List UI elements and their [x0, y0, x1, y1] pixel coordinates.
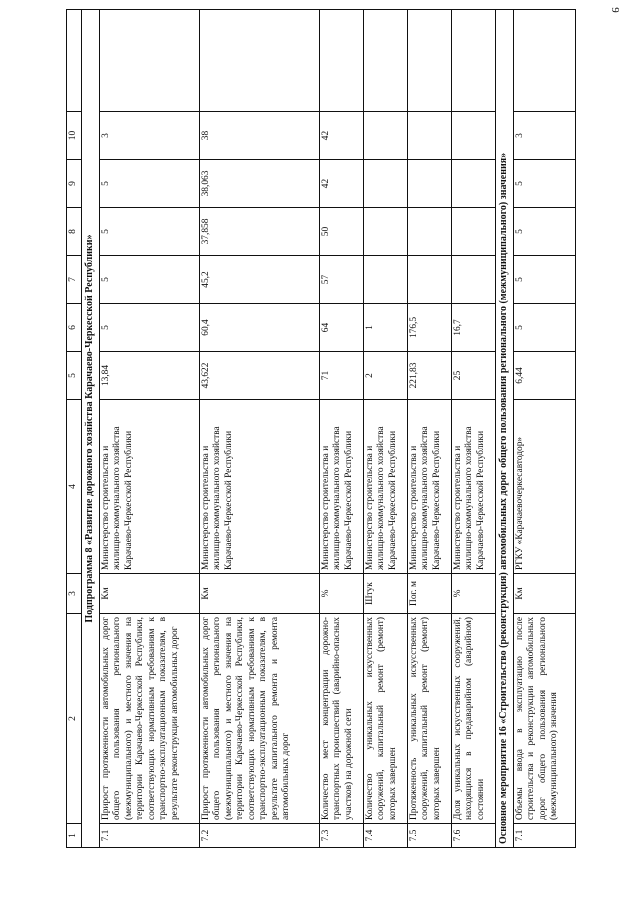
unit: Км: [100, 574, 200, 614]
executor: Министерство строительства и жилищно-коммунального хозяйства Карачаево-Черкесской Республики: [364, 400, 408, 574]
table-row: [364, 10, 408, 848]
value-col-6: 60,4: [200, 304, 320, 352]
page-number: 9: [608, 7, 621, 13]
value-col-6: 5: [514, 304, 576, 352]
value-col-5: 6,44: [514, 352, 576, 400]
value-col-6: 1: [364, 304, 408, 352]
table-row: [320, 10, 364, 848]
empty-cell: [408, 10, 452, 112]
row-number: 7.1: [514, 824, 576, 848]
header-cell: 6: [67, 304, 82, 352]
empty-cell: [514, 10, 576, 112]
table-row: [452, 10, 496, 848]
row-number: 7.6: [452, 824, 496, 848]
row-number: 7.4: [364, 824, 408, 848]
value-col-10: 38: [200, 112, 320, 160]
indicator-name: Количество мест концентрации дорожно-транспортных происшествий (аварийно-опасных участков) на дорожной сети: [320, 614, 364, 824]
value-col-9: [408, 160, 452, 208]
value-col-10: [408, 112, 452, 160]
indicator-name: Прирост протяженности автомобильных дорог общего пользования регионального (межмуниципального) и местного значения на территории Карачаево-Черкесской Республики, соответствующих нормативным требованиям к транспортно-эксплуатационным показателям, в результате реконструкции автомобильных дорог: [100, 614, 200, 824]
header-cell: 4: [67, 400, 82, 574]
unit: Км: [514, 574, 576, 614]
indicator-name: Объемы ввода в эксплуатацию после строительства и реконструкции автомобильных дорог общего пользования регионального (межмуниципального) значения: [514, 614, 576, 824]
value-col-9: 5: [100, 160, 200, 208]
header-row: [67, 10, 82, 848]
row-number: 7.2: [200, 824, 320, 848]
value-col-9: [364, 160, 408, 208]
executor: Министерство строительства и жилищно-коммунального хозяйства Карачаево-Черкесской Республики: [320, 400, 364, 574]
value-col-8: [408, 208, 452, 256]
unit: %: [452, 574, 496, 614]
value-col-10: 3: [100, 112, 200, 160]
indicator-name: Прирост протяженности автомобильных дорог общего пользования регионального (межмуниципального) и местного значения на территории Карачаево-Черкесской Республики, соответствующих нормативным требованиям к транспортно-эксплуатационным показателям, в результате капитального ремонта и ремонта автомобильных дорог: [200, 614, 320, 824]
table-row: [200, 10, 320, 848]
value-col-8: 5: [100, 208, 200, 256]
value-col-7: [408, 256, 452, 304]
empty-cell: [452, 10, 496, 112]
header-cell: 3: [67, 574, 82, 614]
unit: Пог. м: [408, 574, 452, 614]
indicators-table: [66, 9, 576, 848]
executor: Министерство строительства и жилищно-коммунального хозяйства Карачаево-Черкесской Республики: [408, 400, 452, 574]
empty-cell: [364, 10, 408, 112]
value-col-7: [364, 256, 408, 304]
executor: Министерство строительства и жилищно-коммунального хозяйства Карачаево-Черкесской Республики: [452, 400, 496, 574]
header-cell: 9: [67, 160, 82, 208]
value-col-5: 71: [320, 352, 364, 400]
unit: Км: [200, 574, 320, 614]
header-cell: 2: [67, 614, 82, 824]
executor: РГКУ «Карачаевочеркесавтодор»: [514, 400, 576, 574]
header-cell: 8: [67, 208, 82, 256]
value-col-5: 43,622: [200, 352, 320, 400]
row-number: 7.3: [320, 824, 364, 848]
executor: Министерство строительства и жилищно-коммунального хозяйства Карачаево-Черкесской Республики: [200, 400, 320, 574]
value-col-8: [452, 208, 496, 256]
value-col-6: 176,5: [408, 304, 452, 352]
value-col-6: 64: [320, 304, 364, 352]
value-col-10: [364, 112, 408, 160]
main-event-title: Основное мероприятие 16 «Строительство (реконструкция) автомобильных дорог общего пользования регионального (межмуниципального) значения»: [496, 10, 514, 848]
value-col-5: 25: [452, 352, 496, 400]
subprogram-title: Подпрограмма 8 «Развитие дорожного хозяйства Карачаево-Черкесской Республики»: [82, 10, 100, 848]
indicator-name: Количество уникальных искусственных сооружений, капитальный ремонт (ремонт) которых завершен: [364, 614, 408, 824]
value-col-9: 38,063: [200, 160, 320, 208]
value-col-9: 42: [320, 160, 364, 208]
header-cell: 7: [67, 256, 82, 304]
value-col-5: 13,84: [100, 352, 200, 400]
unit: %: [320, 574, 364, 614]
row-number: 7.1: [100, 824, 200, 848]
value-col-7: [452, 256, 496, 304]
empty-cell: [200, 10, 320, 112]
value-col-8: 37,858: [200, 208, 320, 256]
header-blank-cell: [67, 10, 82, 112]
value-col-10: 42: [320, 112, 364, 160]
table-row: [514, 10, 576, 848]
subprogram-title-row: [82, 10, 100, 848]
value-col-7: 5: [100, 256, 200, 304]
value-col-9: [452, 160, 496, 208]
value-col-7: 45,2: [200, 256, 320, 304]
indicator-name: Протяженность уникальных искусственных сооружений, капитальный ремонт (ремонт) которых завершен: [408, 614, 452, 824]
value-col-8: 50: [320, 208, 364, 256]
header-cell: 5: [67, 352, 82, 400]
value-col-8: 5: [514, 208, 576, 256]
value-col-9: 5: [514, 160, 576, 208]
value-col-10: [452, 112, 496, 160]
value-col-5: 221,83: [408, 352, 452, 400]
value-col-7: 5: [514, 256, 576, 304]
rotated-table-container: [66, 10, 626, 848]
row-number: 7.5: [408, 824, 452, 848]
empty-cell: [100, 10, 200, 112]
table-row: [100, 10, 200, 848]
value-col-5: 2: [364, 352, 408, 400]
executor: Министерство строительства и жилищно-коммунального хозяйства Карачаево-Черкесской Республики: [100, 400, 200, 574]
value-col-6: 5: [100, 304, 200, 352]
value-col-10: 3: [514, 112, 576, 160]
table-row: [408, 10, 452, 848]
value-col-6: 16,7: [452, 304, 496, 352]
main-event-title-row: [496, 10, 514, 848]
value-col-7: 57: [320, 256, 364, 304]
header-cell: 10: [67, 112, 82, 160]
indicator-name: Доля уникальных искусственных сооружений, находящихся в предаварийном (аварийном) состоянии: [452, 614, 496, 824]
unit: Штук: [364, 574, 408, 614]
header-cell: 1: [67, 824, 82, 848]
empty-cell: [320, 10, 364, 112]
value-col-8: [364, 208, 408, 256]
